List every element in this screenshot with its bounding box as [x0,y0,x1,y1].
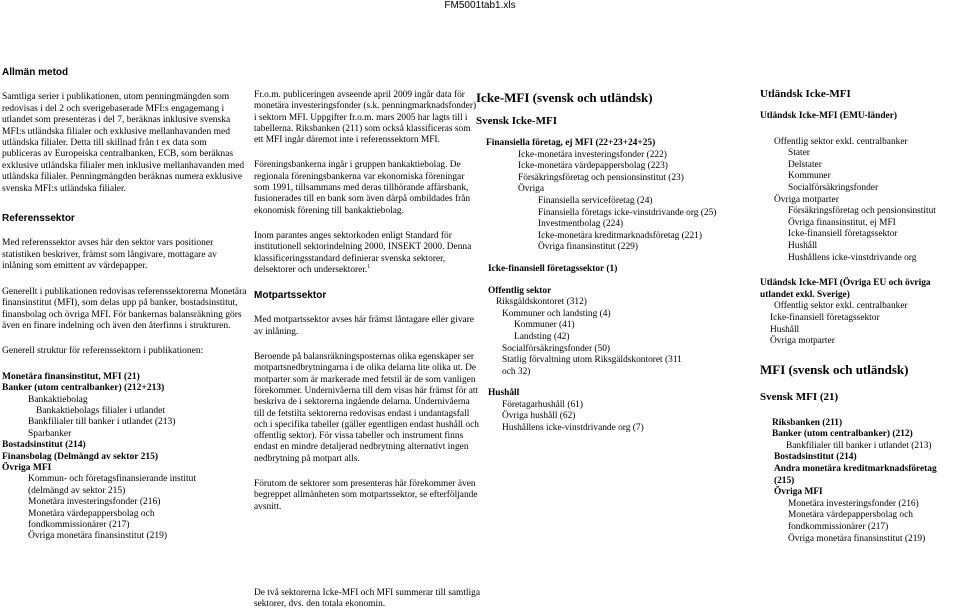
paragraph: Generell struktur för referenssektorn i publikationen: [2,346,204,357]
heading-mfi: MFI (svensk och utländsk) [760,361,909,377]
paragraph-text: Inom parantes anges sektorkoden enligt Standard för institutionell sektorindelning 2000, INSEKT 2000. Denna klassificeringsstandard definierar svenska sektorer, delsektorer och undersektorer. [254,230,472,275]
paragraph: Med motpartssektor avses här främst låntagare eller givare av inlåning. [254,315,474,337]
list-item: Andra monetära kreditmarknadsföretag [774,464,937,475]
structure-item: Övriga monetära finansinstitut (219) [28,531,168,542]
list-item: Icke-monetära investeringsfonder (222) [518,149,667,160]
list-item: Övriga finansinstitut, ej MFI [788,217,896,228]
list-item: Hushåll [488,388,520,399]
list-item: Monetära investeringsfonder (216) [788,498,919,509]
heading-swedish-mfi: Svensk MFI (21) [760,390,839,403]
list-item: Monetära värdepappersbolag och [788,510,913,521]
structure-item: Övriga MFI [2,462,52,473]
paragraph: Beroende på balansräkningsposternas olika egenskaper ser motpartsnedbrytningarna i de olika delarna lite olika ut. De motparter som är markerade med fetstil är de som vanligen förekommer. Undernivåerna till dem visas här främst för att beskriva de i sektorerna ingående delarna. Undernivåerna till de fetstilta sektorerna redovisas endast i undantagsfall och i specifika tabeller (gäller egentligen endast hushåll och offentlig sektor). För vissa tabeller och instrument finns endast en mindre detaljerad nedbrytning alternativt ingen nedbrytning på motpart alls. [254,352,479,464]
list-item: Offentlig sektor [488,285,552,296]
list-item: Övriga finansinstitut (229) [538,242,638,253]
list-item: Kommuner (41) [514,320,575,331]
list-item: Kommuner [788,171,831,182]
list-item: Icke-finansiell företagssektor [788,229,898,240]
structure-item: Monetära investeringsfonder (216) [28,497,161,508]
structure-item: Bankaktiebolag [28,394,88,405]
heading-swedish-non-mfi: Svensk Icke-MFI [476,115,557,127]
list-item: Hushållens icke-vinstdrivande org (7) [502,423,644,434]
list-item: Hushåll [770,324,800,335]
list-item: Hushållens icke-vinstdrivande org [788,252,917,263]
list-item: Landsting (42) [514,331,570,342]
list-item: och 32) [502,366,531,377]
list-item: Företagarhushåll (61) [502,399,583,410]
paragraph: Generellt i publikationen redovisas referenssektorerna Monetära finansinstitut (MFI), som delas upp på banker, bostadsinstitut, finansbolag och övriga MFI. För bankernas balansräkning görs även en finare indelning och även den återfinns i strukturen. [2,286,247,331]
list-item: Icke-monetära värdepappersbolag (223) [518,161,668,172]
list-item: Delstater [788,159,822,170]
list-item: Finansiella företag, ej MFI (22+23+24+25) [486,138,656,148]
list-item: Övriga monetära finansinstitut (219) [788,533,926,544]
structure-item: (delmängd av sektor 215) [28,485,126,496]
paragraph: Samtliga serier i publikationen, utom penningmängden som redovisas i del 2 och sverigebaserade MFI:s engagemang i utlandet som presenteras i del 7, beräknas inklusive svenska MFI:s utländska filialer och exklusive mellanhavanden med utländska filialer. Detta till skillnad från t ex data som publiceras av Europeiska centralbanken, ECB, som beräknas exklusive utländska filialer men inklusive mellanhavanden med utländska filialer. Penningmängden beräknas numera exklusive svenska MFI:s utländska filialer. [2,92,245,194]
list-item: Försäkringsföretag och pensionsinstitut (23) [518,172,684,183]
section-title-reference-sector: Referenssektor [2,213,75,225]
list-item: Finansiella företags icke-vinstdrivande org (25) [538,207,717,218]
subheading-other-eu: Utländsk Icke-MFI (Övriga EU och övriga [760,278,931,289]
paragraph: Förutom de sektorer som presenteras här förekommer även begreppet allmänheten som motpartssektor, se efterföljande avsnitt. [254,479,478,512]
list-item: Investmentbolag (224) [538,219,624,230]
list-item: Finansiella serviceföretag (24) [538,195,653,206]
footnote-marker: 1 [367,263,371,270]
heading-foreign-non-mfi: Utländsk Icke-MFI [760,88,851,100]
list-item: Icke-monetära kreditmarknadsföretag (221) [538,230,702,241]
list-item: Övriga MFI [774,487,823,498]
list-item: Bostadsinstitut (214) [774,452,857,463]
list-item: Kommuner och landsting (4) [502,308,611,319]
foreign-and-mfi-column [760,88,960,545]
list-item: Övriga hushåll (62) [502,411,576,422]
list-item: Riksgäldskontoret (312) [496,297,587,308]
paragraph: Med referenssektor avses här den sektor vars positioner statistiken beskriver, främst som långivare, mottagare av inlåning som emittent av värdepapper. [2,238,217,272]
heading-non-mfi: Icke-MFI (svensk och utländsk) [476,90,653,105]
structure-item: Monetära värdepappersbolag och [28,508,155,519]
list-item: (215) [774,475,795,486]
list-item: Riksbanken (211) [772,417,843,428]
paragraph: Fr.o.m. publiceringen avseende april 2009 ingår data för monetära investeringsfonder (s.k. penningmarknadsfonder) i sektorn MFI. Uppgifter fr.o.m. mars 2005 har lagts till i tabellerna. Riksbanken (211) som också klassificeras som ett MFI ingår däremot inte i referenssektorn MFI. [254,90,477,146]
non-mfi-column [476,90,731,435]
structure-item: fondkommissionärer (217) [28,520,130,530]
subheading-other-eu: utlandet exkl. Sverige) [760,289,850,300]
list-item: Socialförsäkringsfonder (50) [502,343,611,354]
section-title-general-method: Allmän metod [2,67,69,78]
list-item: Bankfilialer till banker i utlandet (213) [786,440,932,451]
list-item: Offentlig sektor exkl. centralbanker [774,136,908,147]
counterparty-text-column [254,90,479,513]
list-item: Stater [788,148,810,159]
list-item: Socialförsäkringsfonder [788,182,879,193]
paragraph: Föreningsbankerna ingår i gruppen bankaktiebolag. De regionala föreningsbankerna var ekonomiska föreningar som 1991, tillsammans med deras tillhörande affärsbank, fusionerades till en bank som även därpå ombildades från ekonomisk förening till bankaktiebolag. [254,160,471,216]
paragraph [254,231,479,276]
structure-item: Sparbanker [28,428,72,439]
footnote: De två sektorerna Icke-MFI och MFI summerar till samtliga sektorer, dvs. den totala ekonomin. [254,588,480,610]
list-item: Övriga motparter [770,336,835,347]
file-name-header: FM5001tab1.xls [444,0,516,11]
general-method-column [2,67,247,543]
structure-item: Bankaktiebolags filialer i utlandet [36,405,166,416]
structure-item: Bostadsinstitut (214) [2,440,86,451]
list-item: Icke-finansiell företagssektor [770,312,880,323]
structure-item: Finansbolag (Delmängd av sektor 215) [2,451,159,462]
list-item: Offentlig sektor exkl. centralbanker [774,301,908,312]
structure-item: Monetära finansinstitut, MFI (21) [2,371,140,382]
list-item: Hushåll [788,240,818,251]
structure-item: Kommun- och företagsfinansierande institut [28,474,197,485]
list-item: Försäkringsföretag och pensionsinstitut [788,206,936,217]
list-item: fondkommissionärer (217) [788,522,889,533]
list-item: Statlig förvaltning utom Riksgäldskontoret (311 [502,355,682,366]
structure-item: Bankfilialer till banker i utlandet (213) [28,417,176,428]
list-item: Övriga [518,184,545,195]
list-item: Icke-finansiell företagssektor (1) [488,263,618,274]
list-item: Övriga motparter [774,194,839,205]
subheading-emu: Utländsk Icke-MFI (EMU-länder) [760,111,897,121]
structure-item: Banker (utom centralbanker) (212+213) [2,383,165,394]
section-title-counterparty-sector: Motpartssektor [254,290,327,302]
list-item: Banker (utom centralbanker) (212) [772,429,913,440]
